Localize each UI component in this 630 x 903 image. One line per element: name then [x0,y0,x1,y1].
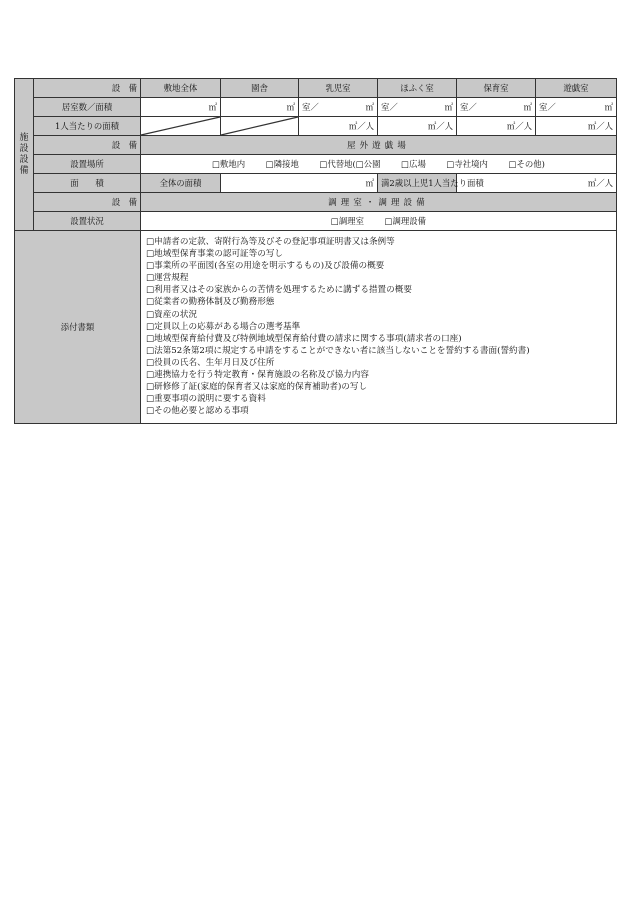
outdoor-playground-title: 屋外遊戯場 [141,136,617,155]
kitchen-title: 調理室・調理設備 [141,193,617,212]
outdoor-header-row [15,136,617,155]
equipment-label: 設 備 [34,136,141,155]
nursery-per-person-field[interactable]: ㎡／人 [457,117,536,136]
col-play-room: 遊戯室 [536,79,617,98]
attachments-list [141,231,617,424]
per-child-area-field[interactable]: ㎡／人 [457,174,617,193]
per-person-label: 1人当たりの面積 [34,117,141,136]
attachment-item[interactable]: □地域型保育事業の認可証等の写し [146,249,284,260]
attachment-item[interactable]: □利用者又はその家族からの苦情を処理するために講ずる措置の概要 [146,285,412,296]
checkbox-kitchen-room[interactable]: □調理室 [330,216,364,226]
infant-room-field[interactable]: 室／ ㎡ [299,98,378,117]
attachment-item[interactable]: □その他必要と認める事項 [146,406,249,417]
install-label: 設置状況 [34,212,141,231]
col-nursery-room: 保育室 [457,79,536,98]
kitchen-header-row [15,193,617,212]
checkbox-shrine-temple[interactable]: □寺社境内 [446,159,488,169]
area-label: 面 積 [34,174,141,193]
attachments-label: 添付書類 [15,231,141,424]
location-row [15,155,617,174]
crawling-room-field[interactable]: 室／ ㎡ [378,98,457,117]
rooms-area-label: 居室数／面積 [34,98,141,117]
attachments-row [15,231,617,424]
site-area-field[interactable]: ㎡ [141,98,221,117]
attachment-item[interactable]: □運営規程 [146,273,189,284]
crawling-per-person-field[interactable]: ㎡／人 [378,117,457,136]
facility-header-row [15,79,617,98]
attachment-item[interactable]: □地域型保育給付費及び特例地域型保育給付費の請求に関する事項(請求者の口座) [146,333,462,344]
attachment-item[interactable]: □従業者の勤務体制及び勤務形態 [146,297,275,308]
diagonal-cell [141,117,221,136]
col-site-whole: 敷地全体 [141,79,221,98]
total-area-label: 全体の面積 [141,174,221,193]
col-crawling-room: ほふく室 [378,79,457,98]
equipment-label: 設 備 [34,79,141,98]
attachment-item[interactable]: □役員の氏名、生年月日及び住所 [146,357,275,368]
checkbox-other[interactable]: □その他) [508,159,545,169]
facility-form-table [14,78,617,424]
building-area-field[interactable]: ㎡ [221,98,299,117]
col-infant-room: 乳児室 [299,79,378,98]
install-options [141,212,617,231]
attachment-item[interactable]: □資産の状況 [146,309,198,320]
attachment-item[interactable]: □事業所の平面図(各室の用途を明示するもの)及び設備の概要 [146,261,385,272]
checkbox-kitchen-equipment[interactable]: □調理設備 [384,216,427,226]
equipment-label: 設 備 [34,193,141,212]
per-person-row [15,117,617,136]
per-child-area-label: 満2歳以上児1人当たり面積 [378,174,457,193]
rooms-area-row [15,98,617,117]
side-label-facility: 施 設 設 備 [15,79,34,231]
nursery-room-field[interactable]: 室／ ㎡ [457,98,536,117]
col-building: 園舎 [221,79,299,98]
attachment-item[interactable]: □申請者の定款、寄附行為等及びその登記事項証明書又は条例等 [146,237,395,247]
location-label: 設置場所 [34,155,141,174]
checkbox-square[interactable]: □広場 [401,159,426,169]
attachment-item[interactable]: □定員以上の応募がある場合の選考基準 [146,321,301,332]
checkbox-alternative-park[interactable]: □代替地(□公園 [319,159,381,169]
attachment-item[interactable]: □研修修了証(家庭的保育者又は家庭的保育補助者)の写し [146,382,368,393]
install-row [15,212,617,231]
area-row [15,174,617,193]
checkbox-adjacent[interactable]: □隣接地 [265,159,299,169]
attachment-item[interactable]: □重要事項の説明に要する資料 [146,394,266,405]
attachment-item[interactable]: □連携協力を行う特定教育・保育施設の名称及び協力内容 [146,370,369,381]
diagonal-cell [221,117,299,136]
infant-per-person-field[interactable]: ㎡／人 [299,117,378,136]
attachment-item[interactable]: □法第52条第2項に規定する申請をすることができない者に該当しないことを誓約する書面(誓約書) [146,345,530,356]
play-per-person-field[interactable]: ㎡／人 [536,117,617,136]
location-options [141,155,617,174]
play-room-field[interactable]: 室／ ㎡ [536,98,617,117]
total-area-field[interactable]: ㎡ [221,174,378,193]
checkbox-on-site[interactable]: □敷地内 [212,159,246,169]
